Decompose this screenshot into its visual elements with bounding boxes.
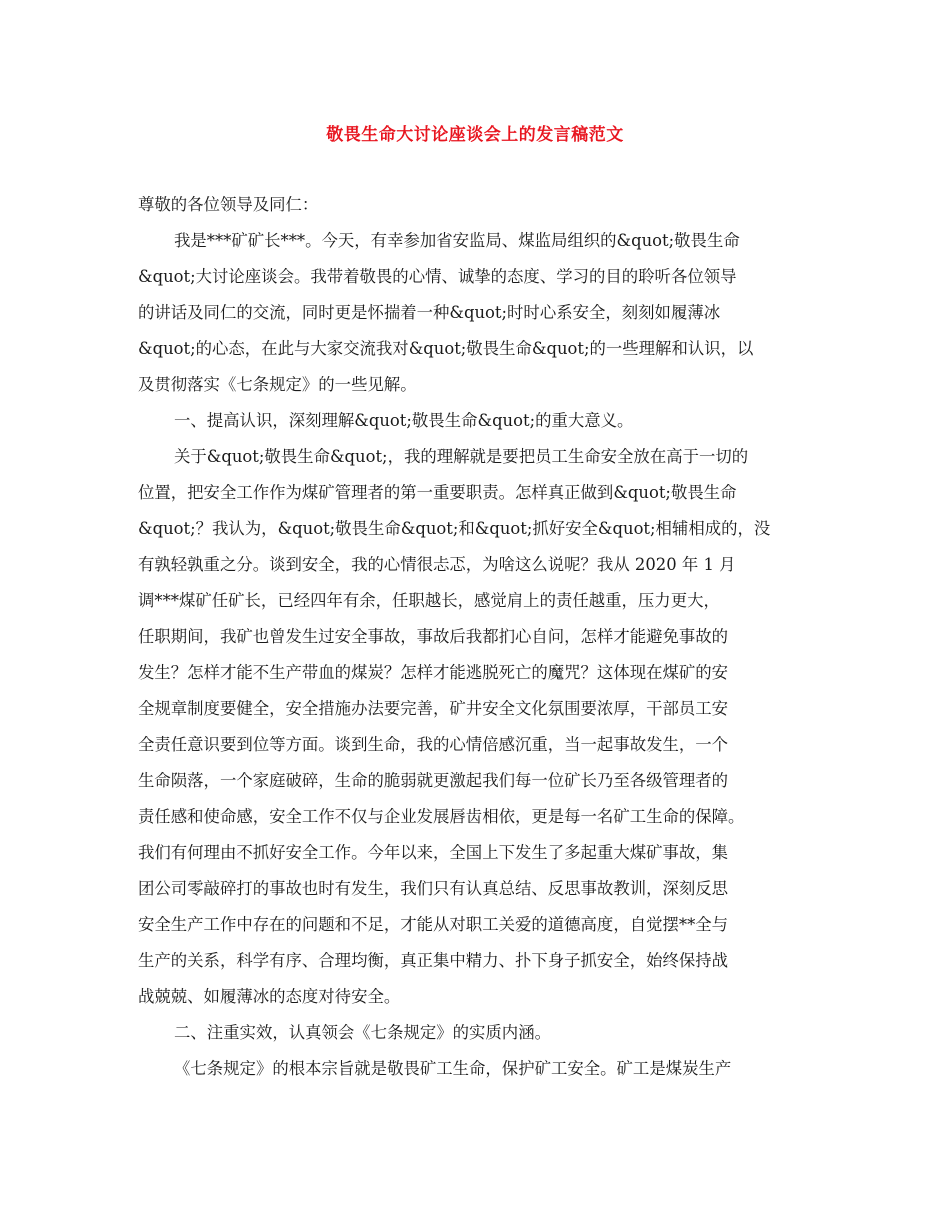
body-line: 发生？怎样才能不生产带血的煤炭？怎样才能逃脱死亡的魔咒？这体现在煤矿的安 bbox=[138, 663, 729, 682]
section-heading-2: 二、注重实效，认真领会《七条规定》的实质内涵。 bbox=[174, 1023, 551, 1042]
body-line: 安全生产工作中存在的问题和不足，才能从对职工关爱的道德高度，自觉摆**全与 bbox=[138, 915, 729, 934]
section-heading-1: 一、提高认识，深刻理解&quot;敬畏生命&quot;的重大意义。 bbox=[174, 411, 634, 430]
body-line: 战兢兢、如履薄冰的态度对待安全。 bbox=[138, 987, 401, 1006]
body-line: 的讲话及同仁的交流，同时更是怀揣着一种&quot;时时心系安全，刻刻如履薄冰 bbox=[138, 303, 721, 322]
body-line: 我是***矿矿长***。今天，有幸参加省安监局、煤监局组织的&quot;敬畏生命 bbox=[174, 231, 740, 250]
body-line: 责任感和使命感，安全工作不仅与企业发展唇齿相依，更是每一名矿工生命的保障。 bbox=[138, 807, 745, 826]
body-line: 生产的关系，科学有序、合理均衡，真正集中精力、扑下身子抓安全，始终保持战 bbox=[138, 951, 729, 970]
body-line: 调***煤矿任矿长，已经四年有余，任职越长，感觉肩上的责任越重，压力更大， bbox=[138, 591, 720, 610]
body-line: 团公司零敲碎打的事故也时有发生，我们只有认真总结、反思事故教训，深刻反思 bbox=[138, 879, 729, 898]
body-line: &quot;大讨论座谈会。我带着敬畏的心情、诚挚的态度、学习的目的聆听各位领导 bbox=[138, 267, 737, 286]
body-line: 我们有何理由不抓好安全工作。今年以来，全国上下发生了多起重大煤矿事故，集 bbox=[138, 843, 729, 862]
document-title: 敬畏生命大讨论座谈会上的发言稿范文 bbox=[326, 125, 624, 145]
body-line: 位置，把安全工作作为煤矿管理者的第一重要职责。怎样真正做到&quot;敬畏生命 bbox=[138, 483, 737, 502]
body-line: 全责任意识要到位等方面。谈到生命，我的心情倍感沉重，当一起事故发生，一个 bbox=[138, 735, 729, 754]
salutation-line: 尊敬的各位领导及同仁： bbox=[138, 195, 319, 214]
body-line: 全规章制度要健全，安全措施办法要完善，矿井安全文化氛围要浓厚，干部员工安 bbox=[138, 699, 729, 718]
body-line: 及贯彻落实《七条规定》的一些见解。 bbox=[138, 375, 417, 394]
body-line: 有孰轻孰重之分。谈到安全，我的心情很忐忑，为啥这么说呢？我从 2020 年 1 月 bbox=[138, 555, 736, 574]
body-line: 任职期间，我矿也曾发生过安全事故，事故后我都扪心自问，怎样才能避免事故的 bbox=[138, 627, 729, 646]
body-line: &quot;的心态，在此与大家交流我对&quot;敬畏生命&quot;的一些理解和认识，以 bbox=[138, 339, 754, 358]
body-line: &quot;？我认为，&quot;敬畏生命&quot;和&quot;抓好安全&quot;相辅相成的，没 bbox=[138, 519, 771, 538]
body-line: 《七条规定》的根本宗旨就是敬畏矿工生命，保护矿工安全。矿工是煤炭生产 bbox=[174, 1059, 732, 1078]
body-line: 关于&quot;敬畏生命&quot;，我的理解就是要把员工生命安全放在高于一切的 bbox=[174, 447, 749, 466]
body-line: 生命陨落，一个家庭破碎，生命的脆弱就更激起我们每一位矿长乃至各级管理者的 bbox=[138, 771, 729, 790]
